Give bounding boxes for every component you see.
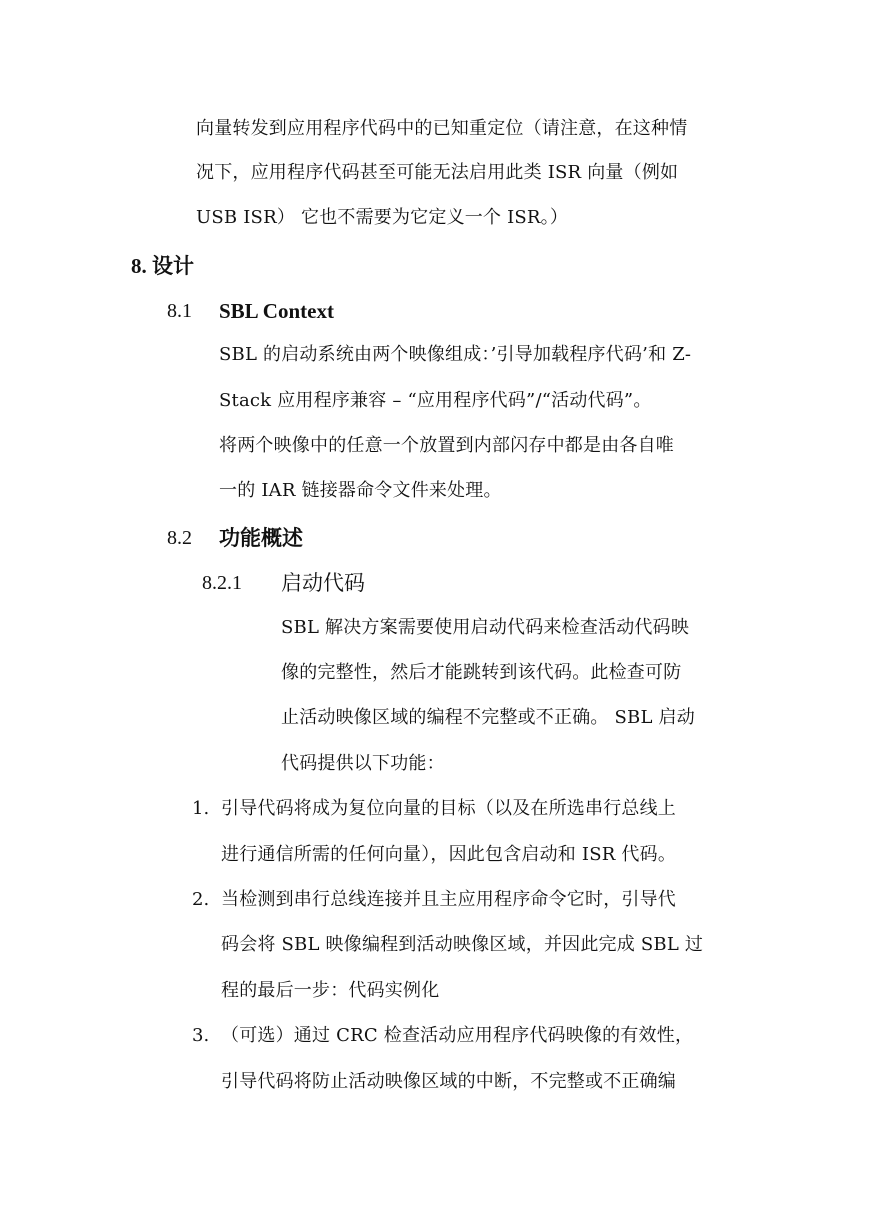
section-8-1-line-4: 一的 IAR 链接器命令文件来处理。 — [219, 480, 502, 501]
section-8-2-title: 功能概述 — [219, 526, 303, 550]
section-8-2-1-number: 8.2.1 — [202, 572, 242, 594]
list-item-line: 程的最后一步：代码实例化 — [221, 980, 440, 1001]
intro-line-3: USB ISR） 它也不需要为它定义一个 ISR。） — [196, 207, 569, 228]
list-item-number: 1. — [192, 798, 210, 819]
section-8-2-1-title: 启动代码 — [281, 571, 365, 595]
section-8-1-line-2: Stack 应用程序兼容 – “应用程序代码”/“活动代码”。 — [219, 390, 652, 411]
intro-line-2: 况下，应用程序代码甚至可能无法启用此类 ISR 向量（例如 — [196, 162, 679, 183]
list-item-number: 3. — [192, 1025, 210, 1046]
list-item-line: 码会将 SBL 映像编程到活动映像区域，并因此完成 SBL 过 — [221, 934, 704, 955]
intro-line-1: 向量转发到应用程序代码中的已知重定位（请注意，在这种情 — [196, 118, 688, 139]
section-8-2-number: 8.2 — [167, 527, 192, 549]
list-item-line: 引导代码将防止活动映像区域的中断，不完整或不正确编 — [221, 1071, 676, 1092]
section-8-1-line-3: 将两个映像中的任意一个放置到内部闪存中都是由各自唯 — [219, 435, 674, 456]
section-8-1-number: 8.1 — [167, 300, 192, 322]
section-8-1-title: SBL Context — [219, 299, 334, 323]
section-8-2-1-line-1: SBL 解决方案需要使用启动代码来检查活动代码映 — [281, 617, 690, 638]
list-item-line: 引导代码将成为复位向量的目标（以及在所选串行总线上 — [221, 798, 676, 819]
section-8-heading: 8. 设计 — [131, 254, 194, 278]
section-8-2-1-line-3: 止活动映像区域的编程不完整或不正确。 SBL 启动 — [281, 707, 695, 728]
section-8-1-line-1: SBL 的启动系统由两个映像组成：’引导加载程序代码’和 Z- — [219, 344, 692, 365]
section-8-2-1-line-2: 像的完整性，然后才能跳转到该代码。此检查可防 — [281, 662, 682, 683]
list-item-line: （可选）通过 CRC 检查活动应用程序代码映像的有效性， — [221, 1025, 694, 1046]
section-8-2-1-line-4: 代码提供以下功能： — [281, 753, 445, 774]
list-item-line: 进行通信所需的任何向量），因此包含启动和 ISR 代码。 — [221, 844, 677, 865]
list-item-number: 2. — [192, 889, 210, 910]
list-item-line: 当检测到串行总线连接并且主应用程序命令它时，引导代 — [221, 889, 676, 910]
